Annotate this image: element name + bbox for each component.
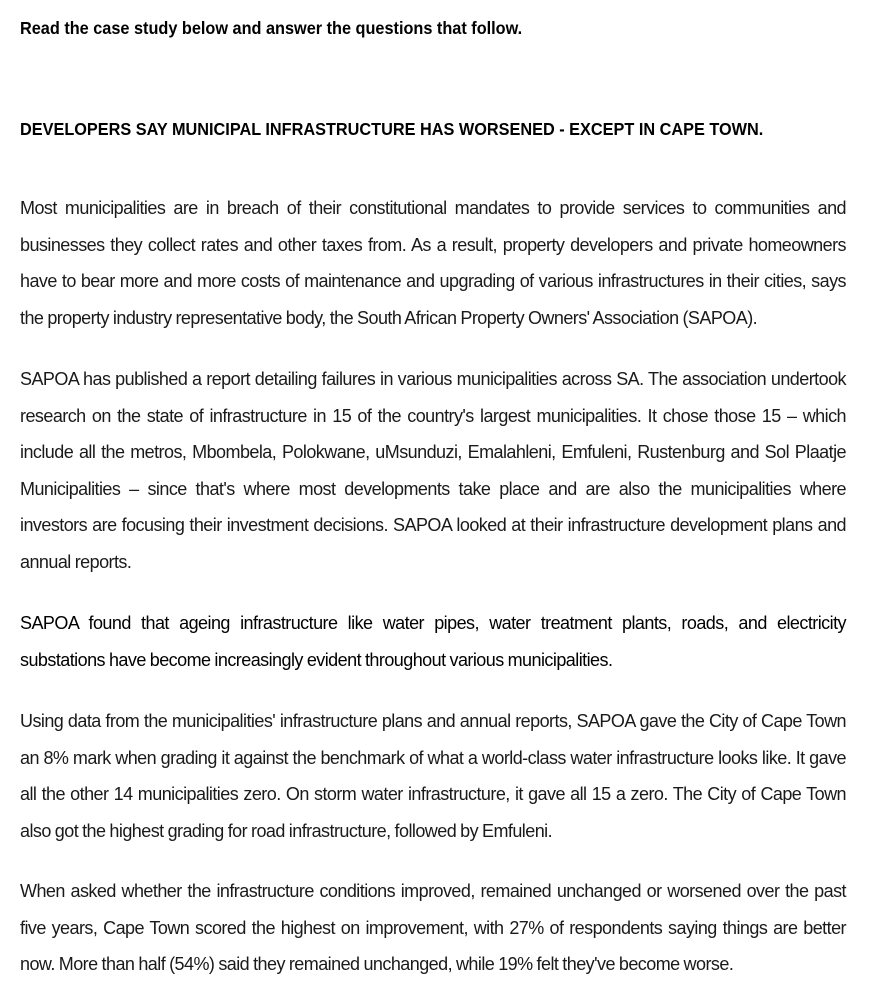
paragraph-2: SAPOA has published a report detailing failures in various municipalities across SA. The association undertook research on the state of infrastructure in 15 of the country's largest municipalities. It chose those 15 – which include all the metros, Mbombela, Polokwane, uMsunduzi, Emalahleni, Emfuleni, Rustenburg and Sol Plaatje Municipalities – since that's where most developments take place and are also the municipalities where investors are focusing their investment decisions. SAPOA looked at their infrastructure development plans and annual reports. <box>20 369 846 572</box>
paragraph-5: When asked whether the infrastructure conditions improved, remained unchanged or worsened over the past five years, Cape Town scored the highest on improvement, with 27% of respondents saying things are better now. More than half (54%) said they remained unchanged, while 19% felt they've become worse. <box>20 881 846 974</box>
instruction-text: Read the case study below and answer the questions that follow. <box>20 18 523 38</box>
paragraph-3: SAPOA found that ageing infrastructure like water pipes, water treatment plants, roads, and electricity substations have become increasingly evident throughout various municipalities. <box>20 613 846 670</box>
paragraph-4: Using data from the municipalities' infrastructure plans and annual reports, SAPOA gave the City of Cape Town an 8% mark when grading it against the benchmark of what a world-class water infrastructure looks like. It gave all the other 14 municipalities zero. On storm water infrastructure, it gave all 15 a zero. The City of Cape Town also got the highest grading for road infrastructure, followed by Emfuleni. <box>20 711 846 841</box>
paragraph-1: Most municipalities are in breach of their constitutional mandates to provide services to communities and businesses they collect rates and other taxes from. As a result, property developers and private homeowners have to bear more and more costs of maintenance and upgrading of various infrastructures in their cities, says the property industry representative body, the South African Property Owners' Association (SAPOA). <box>20 198 846 328</box>
article-headline: DEVELOPERS SAY MUNICIPAL INFRASTRUCTURE HAS WORSENED - EXCEPT IN CAPE TOWN. <box>20 119 764 139</box>
